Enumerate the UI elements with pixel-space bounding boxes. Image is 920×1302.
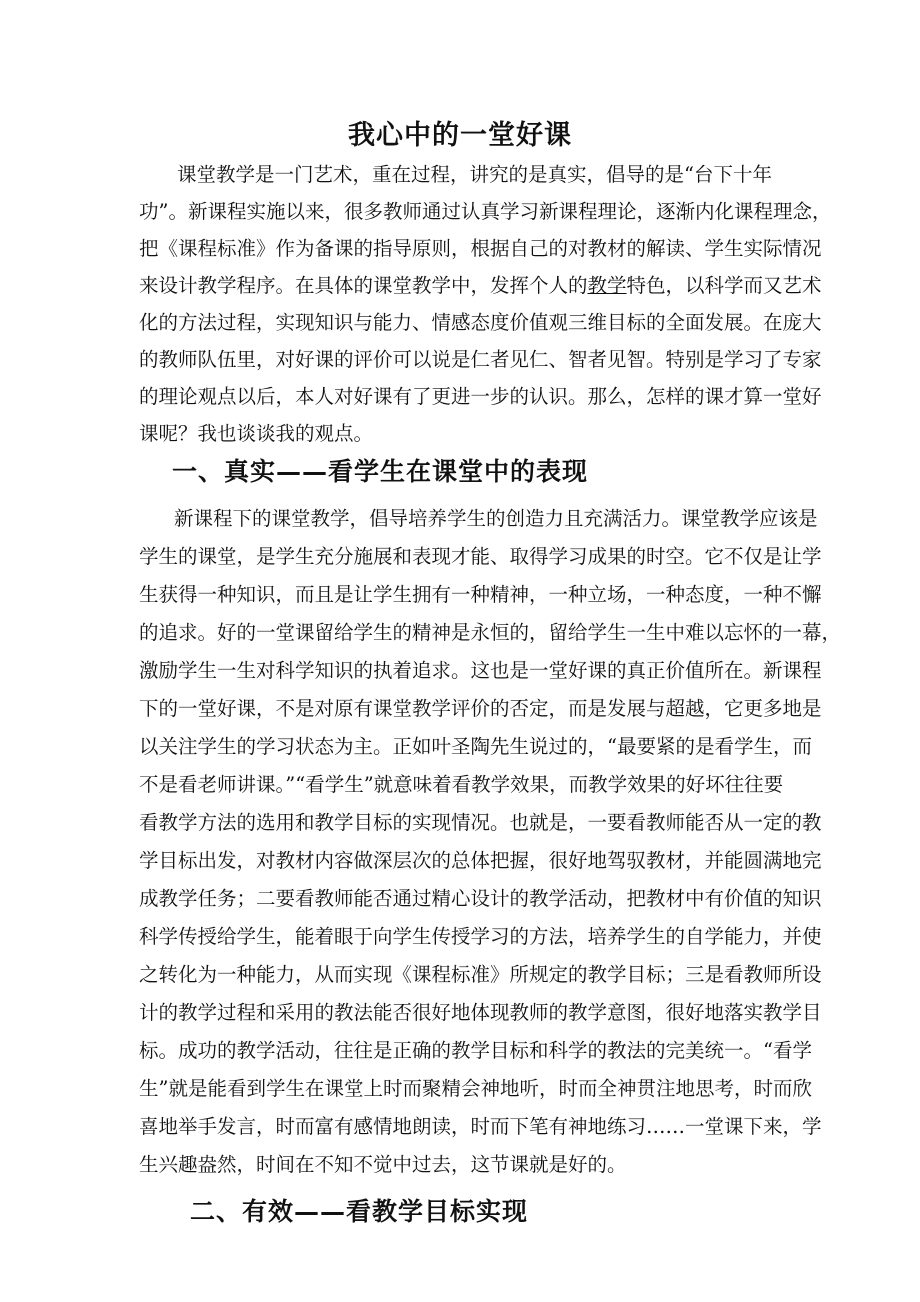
intro-line: 的教师队伍里，对好课的评价可以说是仁者见仁、智者见智。特别是学习了专家 [139,348,822,371]
section1-line: 计的教学过程和采用的教法能否很好地体现教师的教学意图，很好地落实教学目 [139,1001,822,1024]
intro-line: 功”。新课程实施以来，很多教师通过认真学习新课程理论，逐渐内化课程理念， [139,200,832,223]
section1-line: 成教学任务；二要看教师能否通过精心设计的教学活动，把教材中有价值的知识 [139,887,822,910]
section-heading-1: 一、真实——看学生在课堂中的表现 [172,457,589,486]
section1-line: 标。成功的教学活动，往往是正确的教学目标和科学的教法的完美统一。“看学 [139,1039,812,1062]
intro-line: 课呢？我也谈谈我的观点。 [139,422,374,445]
section-heading-2: 二、有效——看教学目标实现 [190,1197,529,1226]
intro-line: 的理论观点以后，本人对好课有了更进一步的认识。那么，怎样的课才算一堂好 [139,385,822,408]
intro-line: 化的方法过程，实现知识与能力、情感态度价值观三维目标的全面发展。在庞大 [139,311,822,334]
section1-line: 新课程下的课堂教学，倡导培养学生的创造力且充满活力。课堂教学应该是 [174,507,818,530]
section1-line: 生兴趣盎然，时间在不知不觉中过去，这节课就是好的。 [139,1153,627,1176]
intro-line-head: 来设计教学程序。在具体的课堂教学中，发挥个人的 [139,274,588,297]
teaching-link[interactable]: 教学 [587,274,627,297]
section1-line: 喜地举手发言，时而富有感情地朗读，时而下笔有神地练习……一堂课下来，学 [139,1115,822,1138]
section1-line: 科学传授给学生，能着眼于向学生传授学习的方法，培养学生的自学能力，并使 [139,925,822,948]
section1-line: 生”就是能看到学生在课堂上时而聚精会神地听，时而全神贯注地思考，时而欣 [139,1077,812,1100]
section1-line: 生获得一种知识，而且是让学生拥有一种精神，一种立场，一种态度，一种不懈 [139,583,822,606]
section1-line: 学目标出发，对教材内容做深层次的总体把握，很好地驾驭教材，并能圆满地完 [139,849,822,872]
intro-line [139,271,822,301]
section1-line: 之转化为一种能力，从而实现《课程标准》所规定的教学目标；三是看教师所设 [139,963,822,986]
intro-line-tail: 特色，以科学而又艺术 [626,274,822,297]
section1-line: 下的一堂好课，不是对原有课堂教学评价的否定，而是发展与超越，它更多地是 [139,697,822,720]
intro-line: 把《课程标准》作为备课的指导原则，根据自己的对教材的解读、学生实际情况 [139,237,822,260]
document-title: 我心中的一堂好课 [348,120,572,151]
section1-line: 学生的课堂，是学生充分施展和表现才能、取得学习成果的时空。它不仅是让学 [139,545,822,568]
section1-line: 激励学生一生对科学知识的执着追求。这也是一堂好课的真正价值所在。新课程 [139,659,822,682]
section1-line: 以关注学生的学习状态为主。正如叶圣陶先生说过的，“最要紧的是看学生，而 [139,735,812,758]
section1-line: 不是看老师讲课。”“看学生”就意味着看教学效果，而教学效果的好坏往往要 [139,773,784,796]
section1-line: 的追求。好的一堂课留给学生的精神是永恒的，留给学生一生中难以忘怀的一幕， [139,621,842,644]
intro-line: 课堂教学是一门艺术，重在过程，讲究的是真实，倡导的是“台下十年 [177,163,772,186]
section1-line: 看教学方法的选用和教学目标的实现情况。也就是，一要看教师能否从一定的教 [139,811,822,834]
